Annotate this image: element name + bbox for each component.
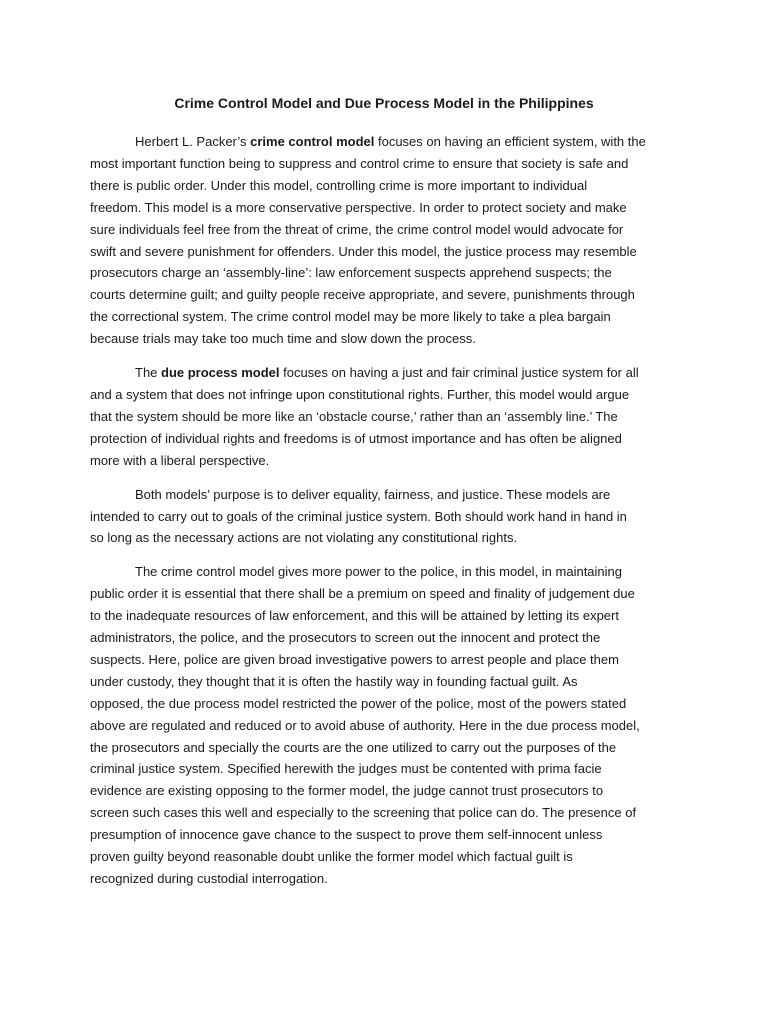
text-run: to the inadequate resources of law enforcement, and this will be attained by letting its expert: [90, 608, 619, 624]
paragraph-line: [90, 693, 680, 715]
text-run: protection of individual rights and freedoms is of utmost importance and has often be aligned: [90, 430, 622, 446]
text-run: prosecutors charge an ‘assembly-line’: law enforcement suspects apprehend suspects; the: [90, 265, 612, 281]
paragraph-line: [90, 384, 680, 406]
paragraph-line: [90, 328, 680, 350]
paragraph-line: [90, 583, 680, 605]
paragraph-line: [90, 153, 680, 175]
text-run: under custody, they thought that it is often the hastily way in founding factual guilt. As: [90, 673, 578, 689]
text-run: above are regulated and reduced or to avoid abuse of authority. Here in the due process model,: [90, 717, 640, 733]
text-run: focuses on having a just and fair criminal justice system for all: [279, 365, 639, 381]
text-run: that the system should be more like an ‘obstacle course,’ rather than an ‘assembly line.’ The: [90, 408, 618, 424]
paragraph-3: [90, 484, 680, 550]
paragraph-line: [90, 627, 680, 649]
paragraph-line: [90, 306, 680, 328]
text-run: more with a liberal perspective.: [90, 452, 270, 468]
document-body: [90, 131, 680, 890]
paragraph-line: [90, 671, 680, 693]
text-run: focuses on having an efficient system, with the: [374, 134, 646, 149]
text-run: screen such cases this well and especially to the screening that police can do. The presence of: [90, 805, 637, 821]
text-run: opposed, the due process model restricted the power of the police, most of the powers stated: [90, 695, 627, 711]
paragraph-line: [90, 780, 680, 802]
bold-term: crime control model: [250, 134, 375, 149]
paragraph-2: [90, 362, 680, 472]
text-run: sure individuals feel free from the threat of crime, the crime control model would advocate for: [90, 221, 624, 237]
paragraph-line: [90, 284, 680, 306]
bold-term: due process model: [161, 365, 280, 381]
text-run: presumption of innocence gave chance to the suspect to prove them self-innocent unless: [90, 827, 603, 843]
paragraph-line: [90, 241, 680, 263]
paragraph-line: [90, 131, 680, 153]
text-run: proven guilty beyond reasonable doubt unlike the former model which factual guilt is: [90, 849, 573, 865]
text-run: public order it is essential that there shall be a premium on speed and finality of judgement due: [90, 586, 635, 602]
text-run: Both models’ purpose is to deliver equality, fairness, and justice. These models are: [135, 486, 611, 502]
paragraph-line: [90, 506, 680, 528]
paragraph-line: [90, 758, 680, 780]
text-run: swift and severe punishment for offenders. Under this model, the justice process may resemble: [90, 243, 637, 259]
paragraph-line: [90, 362, 680, 384]
text-run: most important function being to suppress and control crime to ensure that society is safe and: [90, 155, 629, 171]
paragraph-line: [90, 428, 680, 450]
paragraph-line: [90, 605, 680, 627]
document-title: Crime Control Model and Due Process Model in the Philippines: [174, 95, 594, 111]
paragraph-line: [90, 219, 680, 241]
paragraph-line: [90, 868, 680, 890]
text-run: criminal justice system. Specified herewith the judges must be contented with prima facie: [90, 761, 602, 777]
paragraph-line: [90, 649, 680, 671]
paragraph-line: [90, 197, 680, 219]
paragraph-line: [90, 561, 680, 583]
text-run: evidence are existing opposing to the former model, the judge cannot trust prosecutors to: [90, 783, 604, 799]
paragraph-line: [90, 802, 680, 824]
paragraph-line: [90, 484, 680, 506]
text-run: so long as the necessary actions are not violating any constitutional rights.: [90, 530, 518, 546]
paragraph-line: [90, 262, 680, 284]
text-run: freedom. This model is a more conservative perspective. In order to protect society and make: [90, 199, 627, 215]
text-run: recognized during custodial interrogation.: [90, 871, 328, 886]
paragraph-1: [90, 131, 680, 350]
paragraph-line: [90, 527, 680, 549]
text-run: intended to carry out to goals of the criminal justice system. Both should work hand in hand in: [90, 508, 627, 524]
text-run: The: [135, 365, 162, 381]
text-run: The crime control model gives more power to the police, in this model, in maintaining: [135, 564, 623, 580]
text-run: suspects. Here, police are given broad investigative powers to arrest people and place them: [90, 651, 619, 667]
paragraph-line: [90, 824, 680, 846]
paragraph-line: [90, 406, 680, 428]
text-run: the prosecutors and specially the courts are the one utilized to carry out the purposes of the: [90, 739, 617, 755]
text-run: courts determine guilt; and guilty people receive appropriate, and severe, punishments through: [90, 287, 635, 303]
paragraph-4: [90, 561, 680, 890]
text-run: Herbert L. Packer’s: [135, 134, 251, 149]
paragraph-line: [90, 175, 680, 197]
text-run: because trials may take too much time and slow down the process.: [90, 331, 476, 347]
paragraph-line: [90, 846, 680, 868]
paragraph-line: [90, 715, 680, 737]
paragraph-line: [90, 450, 680, 472]
text-run: there is public order. Under this model, controlling crime is more important to individual: [90, 177, 588, 193]
text-run: administrators, the police, and the prosecutors to screen out the innocent and protect the: [90, 630, 601, 646]
paragraph-line: [90, 737, 680, 759]
text-run: and a system that does not infringe upon constitutional rights. Further, this model would argue: [90, 386, 630, 402]
text-run: the correctional system. The crime control model may be more likely to take a plea bargain: [90, 309, 611, 325]
